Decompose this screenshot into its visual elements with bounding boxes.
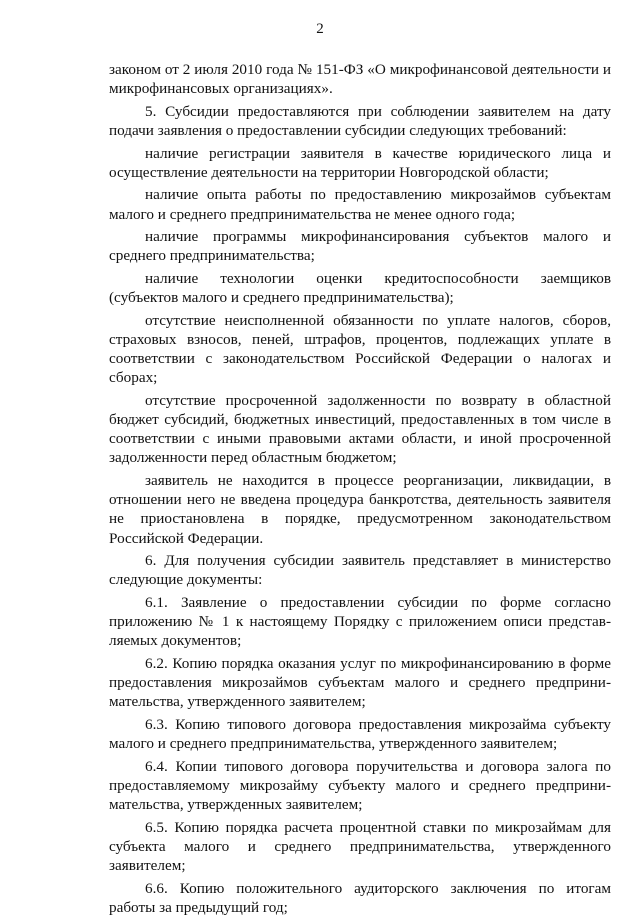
paragraph-requirement-no-budget-debt: отсутствие просроченной задолженности по возврату в областной бюджет субсидий, бюджетных инвестиций, предоставленных в том числе в соответствии с иными правовыми актами области, и иной просроченной задолженности перед областным бюджетом; <box>109 392 611 467</box>
paragraph-item-6-4: 6.4. Копии типового договора поручительства и договора залога по предоставляемому микрозайму субъекту малого и среднего предпринимательства, утвержденных заявителем; <box>109 757 611 814</box>
paragraph-item-6: 6. Для получения субсидии заявитель представляет в министерство следующие документы: <box>109 552 611 589</box>
paragraph-item-5: 5. Субсидии предоставляются при соблюдении заявителем на дату подачи заявления о предоставлении субсидии следующих требований: <box>109 102 611 139</box>
paragraph-requirement-program: наличие программы микрофинансирования субъектов малого и среднего предпринимательства; <box>109 228 611 265</box>
paragraph-item-6-2: 6.2. Копию порядка оказания услуг по микрофинансированию в форме предоставления микрозаймов субъектам малого и среднего предпринимательства, утвержденного заявителем; <box>109 655 611 711</box>
paragraph-requirement-registration: наличие регистрации заявителя в качестве юридического лица и осуществление деятельности на территории Новгородской области; <box>109 144 611 181</box>
paragraph-item-6-1: 6.1. Заявление о предоставлении субсидии по форме согласно приложению № 1 к настоящему Порядку с приложением описи представляемых документов; <box>109 594 611 650</box>
document-body <box>109 60 611 921</box>
paragraph-requirement-credit-assessment: наличие технологии оценки кредитоспособности заемщиков (субъектов малого и среднего предпринимательства); <box>109 270 611 307</box>
paragraph-item-6-3: 6.3. Копию типового договора предоставления микрозайма субъекту малого и среднего предпринимательства, утвержденного заявителем; <box>109 716 611 753</box>
paragraph-item-6-6: 6.6. Копию положительного аудиторского заключения по итогам работы за предыдущий год; <box>109 879 611 916</box>
paragraph-law-reference: законом от 2 июля 2010 года № 151-ФЗ «О микрофинансовой деятельности и микрофинансовых организациях». <box>109 61 611 98</box>
paragraph-requirement-no-reorganization: заявитель не находится в процессе реорганизации, ликвидации, в отношении него не введена процедура банкротства, деятельность заявителя не приостановлена в порядке, предусмотренном законодательством Российской Федерации. <box>109 472 611 547</box>
paragraph-requirement-no-tax-debt: отсутствие неисполненной обязанности по уплате налогов, сборов, страховых взносов, пеней, штрафов, процентов, подлежащих уплате в соответствии с законодательством Российской Федерации о налогах и сборах; <box>109 311 611 387</box>
page-number: 2 <box>316 21 324 37</box>
paragraph-item-6-5: 6.5. Копию порядка расчета процентной ставки по микрозаймам для субъекта малого и среднего предпринимательства, утвержденного заявителем; <box>109 818 611 875</box>
paragraph-requirement-experience: наличие опыта работы по предоставлению микрозаймов субъектам малого и среднего предпринимательства не менее одного года; <box>109 186 611 223</box>
